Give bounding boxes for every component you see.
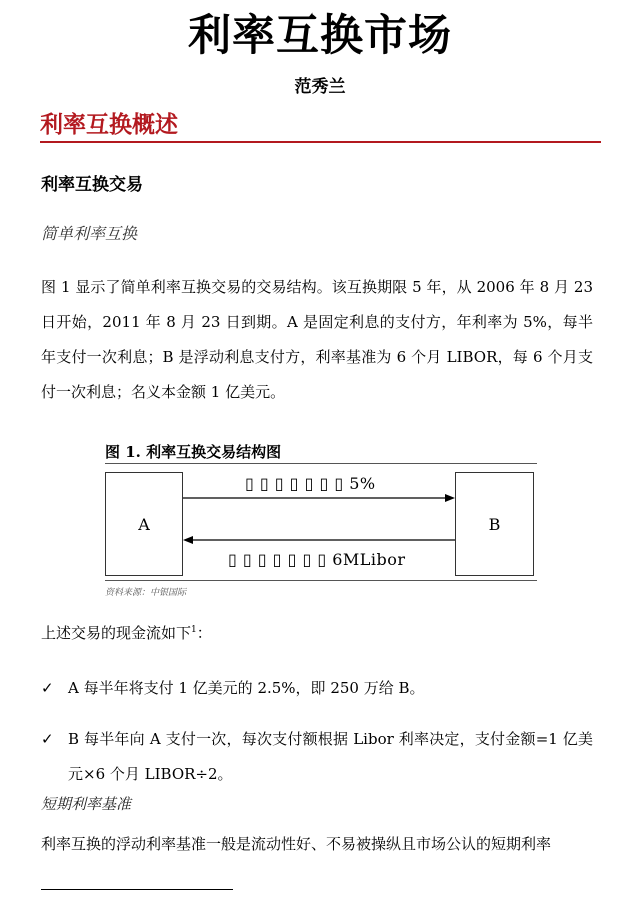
italic-subheading-simple-swap: 简单利率互换 (41, 224, 138, 243)
footnote-separator (41, 889, 233, 890)
fixed-leg-arrow (183, 494, 455, 502)
subsection-heading: 利率互换交易 (41, 175, 143, 195)
body-paragraph-swap-structure: 图 1 显示了简单利率互换交易的交易结构。该互换期限 5 年，从 2006 年 8 月 23 日开始，2011 年 8 月 23 日到期。A 是固定利息的支付方，年利率为 5%，每半年支付一次利息；B 是浮动利息支付方，利率基准为 6 个月 LIBOR，每 6 个月支付一次利息；名义本金额 1 亿美元。 (41, 278, 593, 401)
cashflow-intro (41, 622, 212, 643)
section-divider (40, 141, 601, 143)
party-b-label: B (488, 515, 501, 534)
document-title: 利率互换市场 (188, 11, 452, 61)
list-item-text: A 每半年将支付 1 亿美元的 2.5%，即 250 万给 B。 (68, 679, 425, 697)
figure-caption: 图 1. 利率互换交易结构图 (105, 443, 282, 461)
fixed-leg-label: ▯ ▯ ▯ ▯ ▯ ▯ ▯ 5% (245, 474, 376, 493)
party-b-box (455, 472, 534, 576)
cashflow-arrows (183, 490, 455, 552)
cashflow-intro-text: 上述交易的现金流如下 (41, 624, 192, 642)
party-a-box (105, 472, 183, 576)
section-heading: 利率互换概述 (40, 112, 178, 138)
figure-source-note: 资料来源：中银国际 (105, 588, 187, 598)
footnote-reference[interactable]: 1 (191, 625, 197, 635)
italic-subheading-short-rate: 短期利率基准 (41, 795, 132, 813)
figure-top-rule (105, 463, 537, 464)
floating-leg-arrow (183, 536, 455, 544)
floating-leg-label: ▯ ▯ ▯ ▯ ▯ ▯ ▯ 6MLibor (228, 550, 406, 569)
figure-bottom-rule (105, 580, 537, 581)
checkmark-icon: ✓ (41, 730, 54, 748)
body-paragraph-floating-benchmark: 利率互换的浮动利率基准一般是流动性好、不易被操纵且市场公认的短期利率 (41, 835, 552, 853)
list-item (41, 722, 593, 792)
list-item-text: B 每半年向 A 支付一次，每次支付额根据 Libor 利率决定，支付金额=1 亿美元×6 个月 LIBOR÷2。 (68, 730, 593, 783)
author-name: 范秀兰 (294, 77, 346, 97)
checkmark-icon: ✓ (41, 679, 54, 697)
party-a-label: A (138, 515, 150, 534)
list-item (41, 671, 593, 706)
cashflow-intro-punct: ： (196, 624, 212, 642)
